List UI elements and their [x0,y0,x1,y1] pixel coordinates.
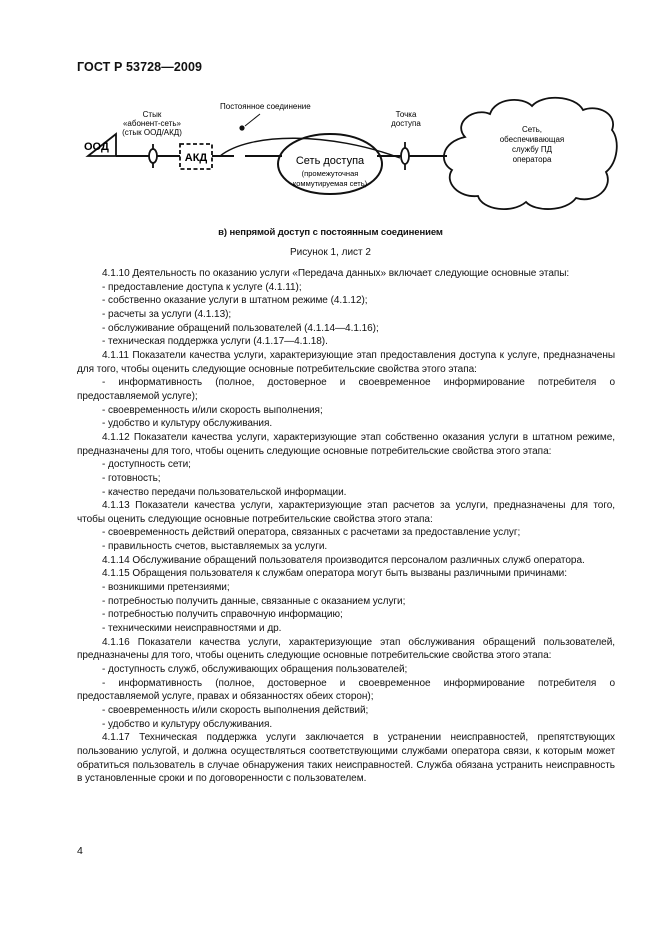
list-item: - собственно оказание услуги в штатном режиме (4.1.12); [102,295,368,307]
list-item: - готовность; [102,472,161,484]
permanent-connection-label: Постоянное соединение [220,102,311,111]
list-item: - своевременность действий оператора, связанных с расчетами за предоставление услуг; [102,527,521,539]
cloud-label-line1: Сеть, [521,125,543,134]
paragraph: 4.1.14 Обслуживание обращений пользователя производится персоналом различных служб оператора. [102,554,585,566]
list-item: - своевременность и/или скорость выполнения; [102,404,323,416]
paragraph: 4.1.17 Техническая поддержка услуги заключается в устранении неисправностей, препятствующих пользованию услугой, и должна осуществляться соответствующими службами оператора связи, к которым может обратиться пользователь в случае обнаружения таких неисправностей. Служба обязана устранить неисправность в установленные сроки и по договоренности с пользователем. [77,732,615,785]
paragraph: 4.1.10 Деятельность по оказанию услуги «Передача данных» включает следующие основные этапы: [102,268,570,279]
list-item: - удобство и культуру обслуживания. [102,718,273,730]
list-item: - удобство и культуру обслуживания. [102,418,273,430]
list-item: - своевременность и/или скорость выполнения действий; [102,705,369,716]
interface-label-line2: «абонент-сеть» [122,119,182,128]
access-point-connector [401,142,409,170]
cloud-label-line2: обеспечивающая [499,135,565,144]
network-diagram [80,92,620,217]
list-item: - информативность (полное, достоверное и своевременное информирование потребителя о предоставляемой услуге); [77,377,615,402]
cloud-label-line4: оператора [512,155,552,164]
list-item: - предоставление доступа к услуге (4.1.11); [102,281,302,293]
list-item: - техническими неисправностями и др. [102,623,282,635]
permanent-connection-dot [239,125,244,130]
paragraph: 4.1.16 Показатели качества услуги, характеризующие этап обслуживания обращений пользователей, предназначены для того, чтобы оценить следующие основные потребительские свойства этого этапа: [77,636,615,662]
access-network-title: Сеть доступа [295,155,365,167]
paragraph: 4.1.11 Показатели качества услуги, характеризующие этап предоставления доступа к услуге, предназначены для того, чтобы оценить следующие основные потребительские свойства этого этапа: [77,349,615,375]
figure-caption: Рисунок 1, лист 2 [290,247,371,258]
paragraph: 4.1.15 Обращения пользователя к службам оператора могут быть вызваны различными причинами: [102,568,567,580]
page-number: 4 [77,845,83,857]
access-point-label-line2: доступа [391,119,421,128]
paragraph: 4.1.12 Показатели качества услуги, характеризующие этап собственно оказания услуги в штатном режиме, предназначены для того, чтобы оценить следующие основные потребительские свойства этого этапа: [77,431,615,457]
interface-label-line3: (стык ООД/АКД) [122,128,182,137]
permanent-connection-pointer [245,114,260,126]
list-item: - расчеты за услуги (4.1.13); [102,308,232,320]
list-item: - доступность служб, обслуживающих обращения пользователей; [102,664,408,676]
ood-label: ООД [84,141,109,153]
body-text [77,267,615,786]
list-item: - возникшими претензиями; [102,582,230,594]
interface-connector-user-network [149,144,157,168]
akd-label: АКД [184,152,208,164]
list-item: - правильность счетов, выставляемых за услуги. [102,541,328,553]
list-item: - обслуживание обращений пользователей (4.1.14—4.1.16); [102,322,379,334]
cloud-label-line3: службу ПД [512,145,552,154]
access-network-subtitle-2: коммутируемая сеть) [292,179,368,188]
figure-subcaption: в) непрямой доступ с постоянным соединением [218,227,443,238]
access-point-label-line1: Точка [395,110,417,119]
list-item: - потребностью получить данные, связанные с оказанием услуги; [102,595,406,607]
list-item: - потребностью получить справочную информацию; [102,609,343,621]
list-item: - техническая поддержка услуги (4.1.17—4.1.18). [102,336,328,348]
list-item: - качество передачи пользовательской информации. [102,486,347,498]
document-header: ГОСТ Р 53728—2009 [77,60,203,74]
list-item: - информативность (полное, достоверное и своевременное информирование потребителя о предоставляемой услуге, правах и обязанностях обеих сторон); [77,677,615,703]
interface-label-line1: Стык [142,110,162,119]
list-item: - доступность сети; [102,459,191,471]
access-network-subtitle-1: (промежуточная [301,169,359,178]
paragraph: 4.1.13 Показатели качества услуги, характеризующие этап расчетов за услуги, предназначены для того, чтобы оценить следующие основные потребительские свойства этого этапа: [77,500,615,525]
